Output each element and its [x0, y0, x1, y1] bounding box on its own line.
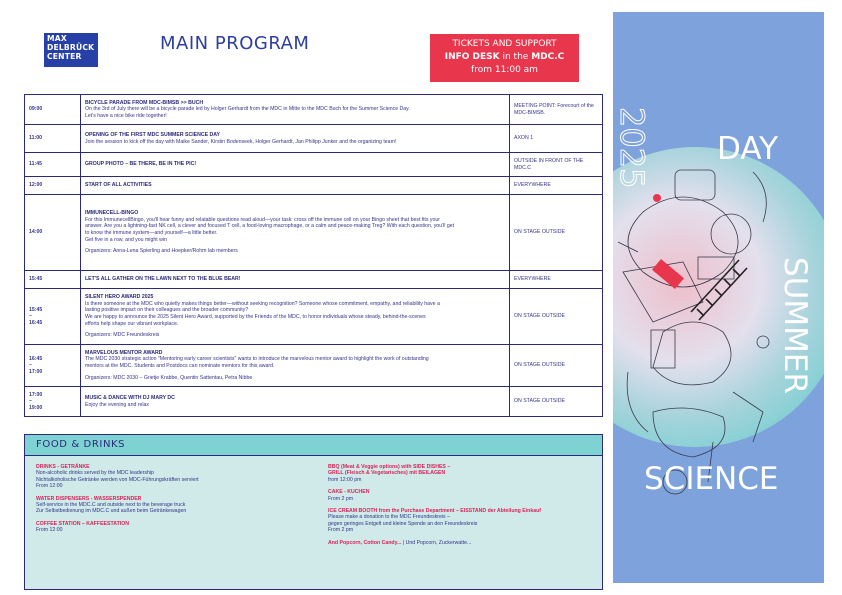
food-item-tail: | Und Popcorn, Zuckerwatte... [401, 539, 472, 546]
program-body [25, 95, 603, 417]
food-item-text: From 12:00 [36, 483, 63, 490]
program-row [25, 271, 603, 289]
food-item-title: CAKE - KUCHEN [328, 489, 370, 496]
food-item-text: From 2 pm [328, 495, 354, 502]
event-location: ON STAGE OUTSIDE [510, 387, 603, 417]
event-description [81, 177, 510, 195]
program-row [25, 153, 603, 177]
event-title: IMMUNECELL-BINGO [85, 210, 139, 217]
event-title: SILENT HERO AWARD 2025 [85, 294, 154, 301]
program-row [25, 195, 603, 271]
year-outline: 2025 [613, 107, 651, 189]
food-item [328, 464, 598, 483]
food-item-title: ICE CREAM BOOTH from the Purchase Department – EISSTAND der Abteilung Einkauf [328, 508, 542, 515]
event-location: EVERYWHERE [510, 271, 603, 289]
event-text: We are happy to announce the 2025 Silent Hero Award, supported by the Friends of the MDC, to honor individuals whose steady, behind-the-scenes [85, 314, 426, 320]
food-item-text: Please make a donation to the MDC Freundeskreis – [328, 514, 450, 521]
tickets-line2 [430, 51, 579, 64]
event-description [81, 271, 510, 289]
page-title: MAIN PROGRAM [160, 33, 310, 54]
logo-line: CENTER [47, 52, 82, 62]
event-text: to know the immune system—and yourself—a little better. [85, 230, 218, 236]
event-title: LET'S ALL GATHER ON THE LAWN NEXT TO THE BLUE BEAR! [85, 276, 241, 283]
event-title: OPENING OF THE FIRST MDC SUMMER SCIENCE DAY [85, 131, 220, 138]
event-time: 09:00 [25, 95, 81, 125]
event-time: 15:45 – 16:45 [25, 289, 81, 345]
event-description [81, 125, 510, 153]
tickets-location: MDC.C [531, 52, 565, 62]
food-item-text: Self-service in the MDC.C and outside next to the beverage truck [36, 502, 186, 509]
event-location: EVERYWHERE [510, 177, 603, 195]
event-description [81, 153, 510, 177]
event-text: Get five in a row, and you might win [85, 236, 167, 243]
event-title: BICYCLE PARADE FROM MDC-BIMSB >> BUCH [85, 99, 204, 106]
summer-word: SUMMER [777, 257, 813, 394]
food-right-column [328, 464, 598, 552]
event-description [81, 387, 510, 417]
event-location: ON STAGE OUTSIDE [510, 289, 603, 345]
food-item-text: Nichtalkoholische Getränke werden von MDC-Führungskräften serviert [36, 476, 199, 483]
food-item-title: WATER DISPENSERS - WASSERSPENDER [36, 495, 142, 502]
event-title: START OF ALL ACTIVITIES [85, 182, 152, 189]
program-row [25, 95, 603, 125]
tickets-in-the: in the [499, 52, 532, 62]
logo-line: DELBRÜCK [47, 43, 95, 53]
program-row [25, 125, 603, 153]
program-table [24, 94, 603, 417]
food-left-column [36, 464, 316, 540]
food-item-text: from 12:00 pm [328, 476, 362, 483]
food-item [328, 508, 598, 534]
food-item-text: Zur Selbstbedienung im MDC.C und außen beim Getränkewagen [36, 508, 187, 515]
event-title: MUSIC & DANCE WITH DJ MARY DC [85, 394, 175, 401]
poster-illustration [613, 12, 824, 583]
tickets-box [430, 34, 579, 82]
event-description [81, 195, 510, 271]
food-heading: FOOD & DRINKS [25, 435, 602, 456]
event-title: GROUP PHOTO – BE THERE, BE IN THE PIC! [85, 161, 197, 168]
event-text: lasting positive impact on their colleagues and the broader community? [85, 307, 249, 314]
event-text: Enjoy the evening and relax [85, 401, 150, 408]
event-text: For this ImmunecellBingo, you'll hear funny and relatable questions read aloud—your task: cross off the immune cell on your Bingo sheet that best fits your [85, 216, 440, 223]
red-dot [653, 194, 661, 202]
tickets-line3: from 11:00 am [471, 65, 538, 75]
food-item [328, 489, 598, 502]
logo-line: MAX [47, 34, 67, 43]
food-item-title: DRINKS - GETRÄNKE [36, 464, 90, 470]
event-time: 15:45 [25, 271, 81, 289]
event-time: 12:00 [25, 177, 81, 195]
food-drinks-section [24, 434, 603, 590]
event-location: MEETING POINT: Forecourt of the MDC-BIMSB. [510, 95, 603, 125]
event-organizers: Organizers: MDC 2030 – Grietje Krabbe, Quentin Sattentau, Petra Nibbe [85, 374, 253, 381]
event-title: MARVELOUS MENTOR AWARD [85, 349, 163, 356]
program-row [25, 387, 603, 417]
food-item [328, 540, 598, 546]
event-organizers: Organizers: MDC Freundeskreis [85, 332, 160, 339]
event-time: 16:45 – 17:00 [25, 345, 81, 387]
program-row [25, 177, 603, 195]
event-description [81, 345, 510, 387]
event-time: 14:00 [25, 195, 81, 271]
food-item-title: GRILL (Fleisch & Vegetarisches) mit BEILAGEN [328, 470, 446, 477]
food-item-title: BBQ (Meat & Veggie options) with SIDE DISHES – [328, 464, 451, 470]
event-text: On the 3rd of July there will be a bicycle parade led by Holger Gerhardt from the MDC in Mitte to the MDC Buch for the Summer Science Day. [85, 106, 410, 113]
food-item-text: From 12:00 [36, 527, 63, 534]
event-text: Join the session to kick off the day with Maike Sander, Kirstin Bodenseek, Holger Gerhardt, Jan Philipp Junker and the organizing team! [85, 138, 397, 145]
event-description [81, 289, 510, 345]
event-text: Is there someone at the MDC who quietly makes things better—without seeking recognition? Someone whose commitment, empathy, and reliability have a [85, 300, 440, 307]
event-location: OUTSIDE IN FRONT OF THE MDC.C [510, 153, 603, 177]
tickets-line1: TICKETS AND SUPPORT [452, 39, 557, 49]
food-item-text: gegen geringes Entgelt und kleine Spende an den Freundeskreis [328, 520, 478, 527]
food-item-title: And Popcorn, Cotton Candy... [328, 539, 402, 546]
event-time: 17:00 – 19:00 [25, 387, 81, 417]
event-text: mentors at the MDC. Students and Postdocs can nominate mentors for this award. [85, 363, 275, 369]
food-item-text: From 2 pm [328, 527, 354, 534]
event-description [81, 95, 510, 125]
info-desk-label: INFO DESK [444, 52, 500, 62]
event-text: answer. Are you a lightning-fast NK cell, a clever and focused T cell, a food-loving macrophage, or a calm and peace-making Treg? With each question, you'll get [85, 223, 455, 230]
event-time: 11:00 [25, 125, 81, 153]
event-text: efforts help shape our vibrant workplace. [85, 320, 179, 327]
poster-panel [613, 12, 824, 583]
event-location: AXON 1 [510, 125, 603, 153]
food-item-title: COFFEE STATION – KAFFEESTATION [36, 520, 129, 527]
food-item [36, 496, 316, 515]
program-row [25, 289, 603, 345]
day-word: DAY [717, 131, 779, 167]
food-item-text: Non-alcoholic drinks served by the MDC leadership [36, 470, 154, 477]
food-item [36, 521, 316, 534]
mdc-logo [44, 33, 98, 67]
event-text: The MDC 2030 strategic action "Mentoring early career scientists" wants to introduce the marvelous mentor award to highlight the work of outstanding [85, 356, 429, 363]
science-word: SCIENCE [644, 461, 779, 497]
event-text: Let's have a nice bike ride together! [85, 112, 167, 119]
event-location: ON STAGE OUTSIDE [510, 345, 603, 387]
event-location: ON STAGE OUTSIDE [510, 195, 603, 271]
event-time: 11:45 [25, 153, 81, 177]
food-item [36, 464, 316, 490]
program-row [25, 345, 603, 387]
event-organizers: Organizers: Anna-Lena Spierling and Hoepker/Rohm lab members [85, 248, 238, 255]
